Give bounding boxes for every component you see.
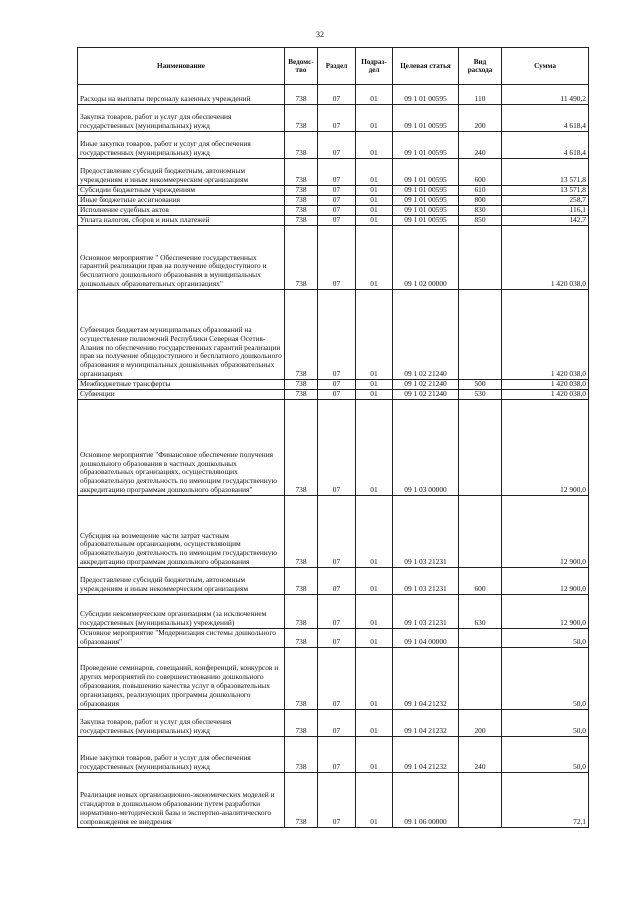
- cell-section: 07: [318, 196, 356, 206]
- cell-dept: 738: [285, 400, 318, 496]
- cell-expense-type: 600: [459, 568, 502, 595]
- cell-name: Предоставление субсидий бюджетным, автономным учреждениям и иным некоммерческим организациям: [78, 568, 285, 595]
- header-section: Раздел: [318, 48, 356, 85]
- cell-section: 07: [318, 186, 356, 196]
- cell-amount: 72,1: [502, 772, 589, 827]
- cell-amount: 1 420 038,0: [502, 290, 589, 380]
- cell-amount: 1 420 038,0: [502, 226, 589, 290]
- cell-expense-type: 200: [459, 105, 502, 132]
- table-row: [78, 709, 589, 736]
- cell-subsection: 01: [356, 400, 393, 496]
- cell-amount: 13 571,8: [502, 186, 589, 196]
- cell-amount: 50,0: [502, 736, 589, 772]
- cell-section: 07: [318, 772, 356, 827]
- cell-expense-type: 530: [459, 390, 502, 400]
- cell-dept: 738: [285, 186, 318, 196]
- table-row: [78, 629, 589, 648]
- cell-section: 07: [318, 496, 356, 568]
- cell-target: 09 1 04 21232: [393, 647, 459, 709]
- cell-dept: 738: [285, 85, 318, 105]
- cell-target: 09 1 01 00595: [393, 85, 459, 105]
- cell-target: 09 1 02 21240: [393, 290, 459, 380]
- table-row: [78, 85, 589, 105]
- cell-expense-type: 600: [459, 159, 502, 186]
- table-header-row: [78, 48, 589, 85]
- cell-section: 07: [318, 132, 356, 159]
- table-row: [78, 647, 589, 709]
- header-subsection: Подраз-дел: [356, 48, 393, 85]
- cell-name: Расходы на выплаты персоналу казенных учреждений: [78, 85, 285, 105]
- cell-section: 07: [318, 290, 356, 380]
- cell-amount: 1 420 038,0: [502, 390, 589, 400]
- cell-target: 09 1 01 00595: [393, 216, 459, 226]
- cell-target: 09 1 02 21240: [393, 380, 459, 390]
- cell-target: 09 1 06 00000: [393, 772, 459, 827]
- cell-subsection: 01: [356, 390, 393, 400]
- cell-name: Субсидии бюджетным учреждениям: [78, 186, 285, 196]
- page-number: 32: [316, 30, 324, 39]
- table-row: [78, 496, 589, 568]
- cell-expense-type: [459, 496, 502, 568]
- cell-target: 09 1 04 00000: [393, 629, 459, 648]
- cell-dept: 738: [285, 132, 318, 159]
- cell-expense-type: 800: [459, 196, 502, 206]
- header-expense-type: Вид расхода: [459, 48, 502, 85]
- cell-amount: 50,0: [502, 629, 589, 648]
- cell-name: Проведение семинаров, совещаний, конференций, конкурсов и других мероприятий по совершенствованию дошкольного образования, повышению качества услуг в образовательных организациях, реализующих программы дошкольного образования: [78, 647, 285, 709]
- cell-section: 07: [318, 159, 356, 186]
- cell-expense-type: 630: [459, 595, 502, 629]
- cell-target: 09 1 01 00595: [393, 206, 459, 216]
- cell-subsection: 01: [356, 595, 393, 629]
- cell-subsection: 01: [356, 709, 393, 736]
- cell-amount: 50,0: [502, 647, 589, 709]
- cell-expense-type: [459, 400, 502, 496]
- cell-subsection: 01: [356, 568, 393, 595]
- table-row: [78, 132, 589, 159]
- cell-section: 07: [318, 568, 356, 595]
- table-row: [78, 595, 589, 629]
- cell-section: 07: [318, 85, 356, 105]
- cell-name: Субвенция бюджетам муниципальных образований на осуществление полномочий Республики Северная Осетия-Алания по обеспечению государственных гарантий реализации прав на получение общедоступного и бесплатного дошкольного образования в муниципальных дошкольных образовательных организациях: [78, 290, 285, 380]
- cell-expense-type: [459, 290, 502, 380]
- cell-expense-type: 200: [459, 709, 502, 736]
- cell-amount: 142,7: [502, 216, 589, 226]
- cell-dept: 738: [285, 736, 318, 772]
- cell-target: 09 1 03 21231: [393, 496, 459, 568]
- cell-name: Реализация новых организационно-экономических моделей и стандартов в дошкольном образовании путем разработки нормативно-методической базы и экспертно-аналитического сопровождения ее внедрения: [78, 772, 285, 827]
- cell-section: 07: [318, 400, 356, 496]
- cell-amount: 11 490,2: [502, 85, 589, 105]
- table-row: [78, 400, 589, 496]
- table-row: [78, 772, 589, 827]
- cell-expense-type: 610: [459, 186, 502, 196]
- cell-subsection: 01: [356, 647, 393, 709]
- cell-section: 07: [318, 595, 356, 629]
- cell-target: 09 1 04 21232: [393, 709, 459, 736]
- cell-target: 09 1 03 00000: [393, 400, 459, 496]
- cell-dept: 738: [285, 647, 318, 709]
- table-row: [78, 390, 589, 400]
- table-row: [78, 206, 589, 216]
- cell-amount: 12 900,0: [502, 400, 589, 496]
- cell-expense-type: 850: [459, 216, 502, 226]
- cell-section: 07: [318, 226, 356, 290]
- cell-expense-type: 240: [459, 132, 502, 159]
- cell-subsection: 01: [356, 226, 393, 290]
- cell-dept: 738: [285, 390, 318, 400]
- cell-amount: 50,0: [502, 709, 589, 736]
- cell-target: 09 1 01 00595: [393, 159, 459, 186]
- table-row: [78, 226, 589, 290]
- cell-name: Исполнение судебных актов: [78, 206, 285, 216]
- cell-section: 07: [318, 216, 356, 226]
- cell-subsection: 01: [356, 105, 393, 132]
- cell-dept: 738: [285, 216, 318, 226]
- cell-amount: 12 900,0: [502, 568, 589, 595]
- cell-target: 09 1 01 00595: [393, 186, 459, 196]
- cell-dept: 738: [285, 772, 318, 827]
- cell-name: Закупка товаров, работ и услуг для обеспечения государственных (муниципальных) нужд: [78, 709, 285, 736]
- table-row: [78, 216, 589, 226]
- cell-dept: 738: [285, 196, 318, 206]
- cell-name: Субсидия на возмещение части затрат частным образовательным организациям, осуществляющим образовательную деятельность по имеющим государственную аккредитацию программам дошкольного образования: [78, 496, 285, 568]
- cell-expense-type: [459, 647, 502, 709]
- cell-name: Субвенции: [78, 390, 285, 400]
- cell-section: 07: [318, 105, 356, 132]
- cell-expense-type: [459, 226, 502, 290]
- table-row: [78, 105, 589, 132]
- cell-amount: 1 420 038,0: [502, 380, 589, 390]
- cell-section: 07: [318, 206, 356, 216]
- cell-target: 09 1 03 21231: [393, 568, 459, 595]
- cell-amount: 258,7: [502, 196, 589, 206]
- table-row: [78, 736, 589, 772]
- cell-name: Иные бюджетные ассигнования: [78, 196, 285, 206]
- table-row: [78, 568, 589, 595]
- cell-expense-type: 500: [459, 380, 502, 390]
- cell-subsection: 01: [356, 186, 393, 196]
- header-amount: Сумма: [502, 48, 589, 85]
- cell-name: Иные закупки товаров, работ и услуг для обеспечения государственных (муниципальных) нужд: [78, 132, 285, 159]
- cell-dept: 738: [285, 568, 318, 595]
- cell-expense-type: [459, 772, 502, 827]
- cell-target: 09 1 01 00595: [393, 105, 459, 132]
- header-target: Целевая статья: [393, 48, 459, 85]
- cell-expense-type: 830: [459, 206, 502, 216]
- cell-dept: 738: [285, 380, 318, 390]
- cell-amount: 13 571,8: [502, 159, 589, 186]
- cell-target: 09 1 02 21240: [393, 390, 459, 400]
- cell-dept: 738: [285, 206, 318, 216]
- cell-dept: 738: [285, 595, 318, 629]
- cell-subsection: 01: [356, 772, 393, 827]
- cell-section: 07: [318, 629, 356, 648]
- cell-dept: 738: [285, 290, 318, 380]
- cell-section: 07: [318, 380, 356, 390]
- cell-target: 09 1 03 21231: [393, 595, 459, 629]
- cell-dept: 738: [285, 629, 318, 648]
- cell-subsection: 01: [356, 206, 393, 216]
- cell-name: Основное мероприятие "Модернизация системы дошкольного образования": [78, 629, 285, 648]
- cell-amount: 12 900,0: [502, 595, 589, 629]
- cell-subsection: 01: [356, 380, 393, 390]
- cell-dept: 738: [285, 709, 318, 736]
- cell-dept: 738: [285, 105, 318, 132]
- cell-target: 09 1 01 00595: [393, 196, 459, 206]
- cell-expense-type: 240: [459, 736, 502, 772]
- cell-subsection: 01: [356, 216, 393, 226]
- table-row: [78, 380, 589, 390]
- table-row: [78, 159, 589, 186]
- cell-amount: 4 618,4: [502, 105, 589, 132]
- cell-amount: 4 618,4: [502, 132, 589, 159]
- cell-dept: 738: [285, 226, 318, 290]
- cell-name: Межбюджетные трансферты: [78, 380, 285, 390]
- cell-name: Предоставление субсидий бюджетным, автономным учреждениям и иным некоммерческим организациям: [78, 159, 285, 186]
- table-row: [78, 196, 589, 206]
- cell-section: 07: [318, 709, 356, 736]
- cell-subsection: 01: [356, 159, 393, 186]
- cell-subsection: 01: [356, 85, 393, 105]
- cell-subsection: 01: [356, 629, 393, 648]
- table-row: [78, 290, 589, 380]
- header-dept: Ведомс-тво: [285, 48, 318, 85]
- cell-subsection: 01: [356, 132, 393, 159]
- cell-name: Уплата налогов, сборов и иных платежей: [78, 216, 285, 226]
- cell-name: Иные закупки товаров, работ и услуг для обеспечения государственных (муниципальных) нужд: [78, 736, 285, 772]
- cell-name: Основное мероприятие " Обеспечение государственных гарантий реализации прав на получение общедоступного и бесплатного дошкольного образования в муниципальных дошкольных образовательных организациях": [78, 226, 285, 290]
- cell-section: 07: [318, 647, 356, 709]
- cell-dept: 738: [285, 496, 318, 568]
- cell-target: 09 1 02 00000: [393, 226, 459, 290]
- cell-target: 09 1 04 21232: [393, 736, 459, 772]
- cell-name: Субсидии некоммерческим организациям (за исключением государственных (муниципальных) учреждений): [78, 595, 285, 629]
- header-name: Наименование: [78, 48, 285, 85]
- cell-amount: 12 900,0: [502, 496, 589, 568]
- cell-section: 07: [318, 390, 356, 400]
- cell-amount: 116,1: [502, 206, 589, 216]
- cell-expense-type: [459, 629, 502, 648]
- cell-subsection: 01: [356, 196, 393, 206]
- table-row: [78, 186, 589, 196]
- cell-subsection: 01: [356, 736, 393, 772]
- cell-section: 07: [318, 736, 356, 772]
- cell-subsection: 01: [356, 496, 393, 568]
- cell-target: 09 1 01 00595: [393, 132, 459, 159]
- cell-name: Закупка товаров, работ и услуг для обеспечения государственных (муниципальных) нужд: [78, 105, 285, 132]
- cell-expense-type: 110: [459, 85, 502, 105]
- cell-subsection: 01: [356, 290, 393, 380]
- cell-dept: 738: [285, 159, 318, 186]
- cell-name: Основное мероприятие "Финансовое обеспечение получения дошкольного образования в частных дошкольных образовательных организациях, осуществляющих образовательную деятельность по имеющим государственную аккредитацию программам дошкольного образования": [78, 400, 285, 496]
- budget-table: [77, 47, 589, 828]
